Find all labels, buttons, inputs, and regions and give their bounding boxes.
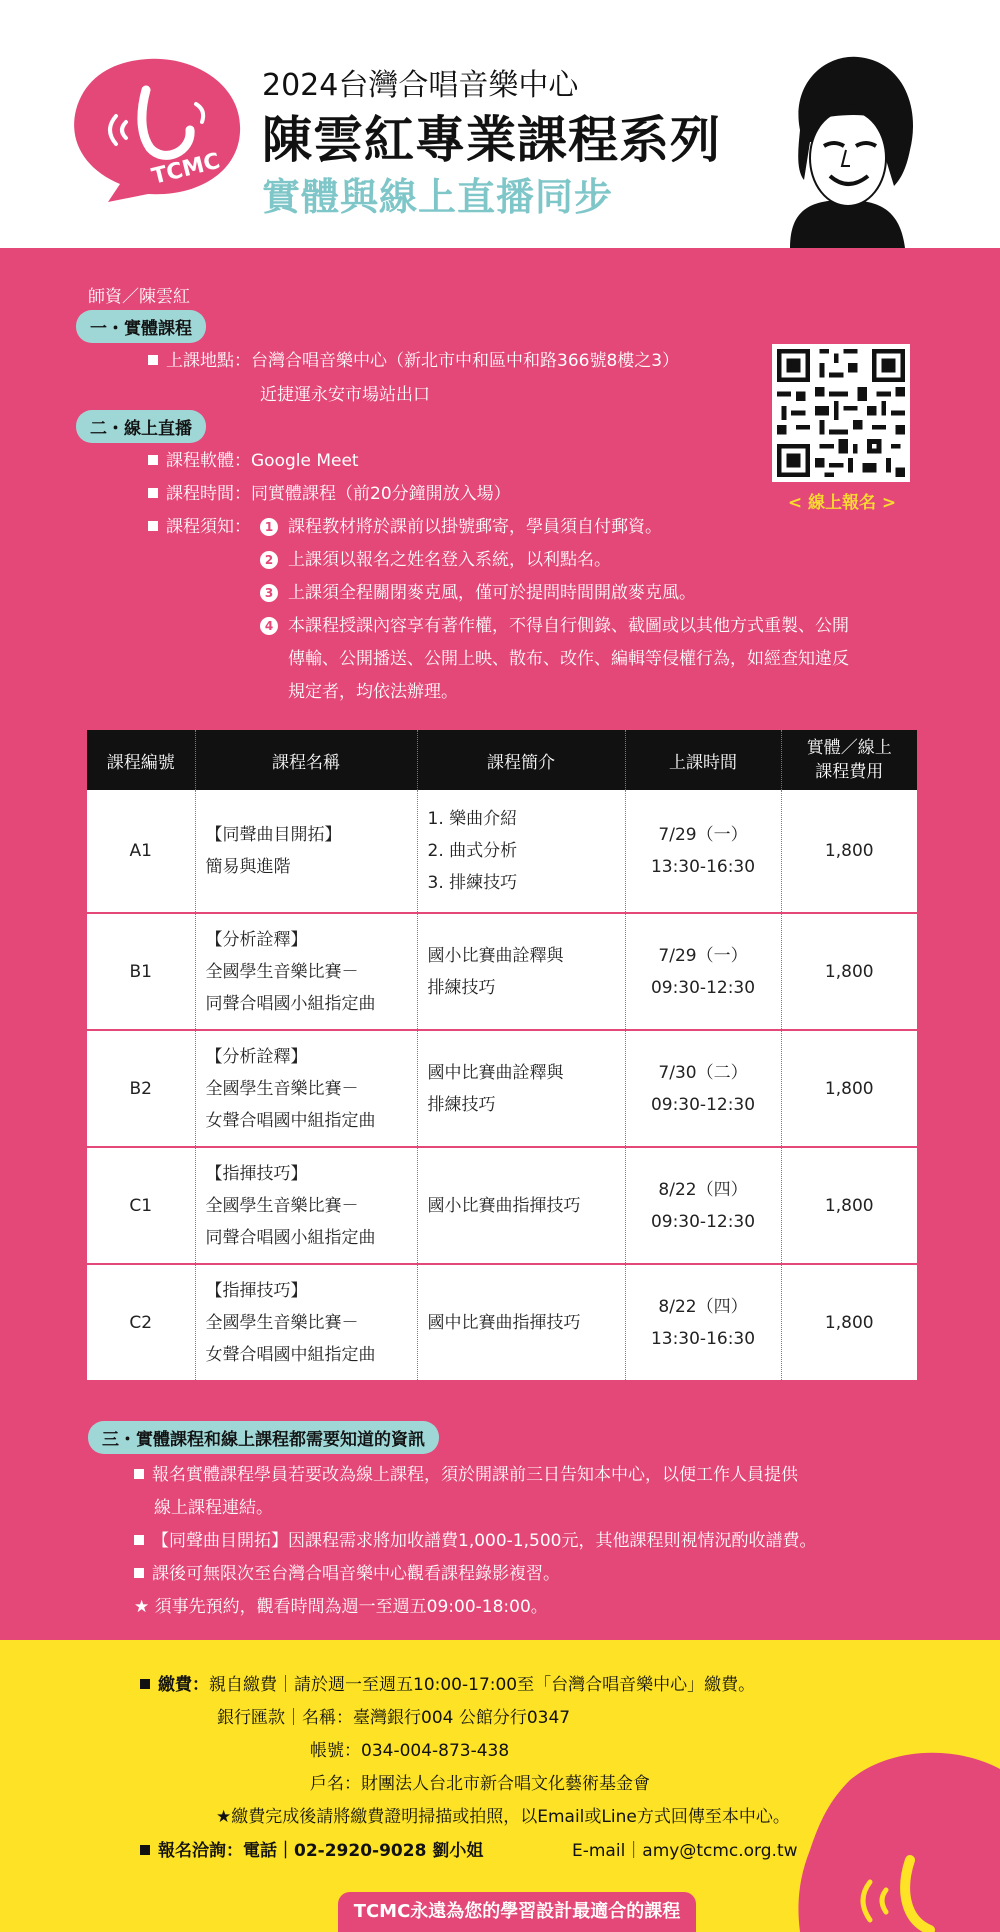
notice-4-cont1: 傳輸、公開播送、公開上映、散布、改作、編輯等侵權行為，如經查知違反: [288, 649, 849, 669]
info-item-1-cont: 線上課程連結。: [154, 1498, 273, 1518]
teacher-portrait: [770, 50, 920, 248]
payment-line2: 銀行匯款｜名稱：臺灣銀行004 公館分行0347: [217, 1708, 571, 1728]
bullet-square-icon: [148, 488, 158, 498]
contact-line: 報名洽詢：電話｜02-2920-9028 劉小姐: [140, 1836, 483, 1861]
contact-email[interactable]: E-mail｜amy@tcmc.org.tw: [572, 1841, 798, 1861]
payment-line4: 戶名：財團法人台北市新合唱文化藝術基金會: [310, 1774, 650, 1794]
software-line: 課程軟體：Google Meet: [148, 446, 359, 471]
table-row: [87, 1147, 917, 1264]
table-row: [87, 790, 917, 913]
location-line1: 上課地點：台灣合唱音樂中心（新北市中和區中和路366號8樓之3）: [148, 346, 679, 371]
decorative-wave-icon: [790, 1740, 1000, 1932]
time-line: 課程時間：同實體課程（前20分鐘開放入場）: [148, 479, 511, 504]
payment-line3: 帳號：034-004-873-438: [310, 1741, 510, 1761]
table-row: [87, 1264, 917, 1380]
notice-label: 課程須知：: [148, 512, 251, 537]
course-schedule: 7/29（一） 13:30-16:30: [625, 790, 781, 913]
course-schedule: 7/30（二） 09:30-12:30: [625, 1030, 781, 1147]
course-code: A1: [87, 790, 195, 913]
bullet-square-icon: [134, 1535, 144, 1545]
tcmc-logo: [68, 52, 248, 202]
bullet-square-icon: [148, 455, 158, 465]
course-name: 【同聲曲目開拓】 簡易與進階: [195, 790, 417, 913]
section2-label: 二・線上直播: [76, 410, 206, 443]
course-table: [87, 730, 917, 1380]
course-intro: 1. 樂曲介紹 2. 曲式分析 3. 排練技巧: [417, 790, 625, 913]
bullet-square-icon: [140, 1679, 150, 1689]
course-intro: 國中比賽曲指揮技巧: [417, 1264, 625, 1380]
teacher-label: 師資／陳雲紅: [88, 287, 190, 307]
notice-1: 1 課程教材將於課前以掛號郵寄，學員須自付郵資。: [260, 512, 662, 537]
header: [0, 0, 1000, 248]
online-signup-label[interactable]: < 線上報名 >: [787, 493, 897, 513]
course-fee: 1,800: [781, 1264, 917, 1380]
table-header-row: [87, 730, 917, 790]
bullet-square-icon: [134, 1469, 144, 1479]
section1-label: 一・實體課程: [76, 310, 206, 343]
number-1-icon: 1: [260, 518, 278, 536]
header-time: 上課時間: [625, 730, 781, 790]
bullet-square-icon: [134, 1568, 144, 1578]
course-schedule: 7/29（一） 09:30-12:30: [625, 913, 781, 1030]
course-name: 【分析詮釋】 全國學生音樂比賽－ 同聲合唱國小組指定曲: [195, 913, 417, 1030]
course-fee: 1,800: [781, 1030, 917, 1147]
section3-label: 三・實體課程和線上課程都需要知道的資訊: [88, 1421, 439, 1454]
bullet-square-icon: [140, 1845, 150, 1855]
course-name: 【指揮技巧】 全國學生音樂比賽－ 女聲合唱國中組指定曲: [195, 1264, 417, 1380]
course-schedule: 8/22（四） 09:30-12:30: [625, 1147, 781, 1264]
header-fee: 實體／線上 課程費用: [781, 730, 917, 790]
payment-line1: 繳費：親自繳費｜請於週一至週五10:00-17:00至「台灣合唱音樂中心」繳費。: [140, 1670, 755, 1695]
course-name: 【分析詮釋】 全國學生音樂比賽－ 女聲合唱國中組指定曲: [195, 1030, 417, 1147]
notice-3: 3 上課須全程關閉麥克風，僅可於提問時間開啟麥克風。: [260, 578, 696, 603]
course-code: B2: [87, 1030, 195, 1147]
header-tagline: 實體與線上直播同步: [262, 175, 614, 219]
info-item-3: 課後可無限次至台灣合唱音樂中心觀看課程錄影複習。: [134, 1559, 560, 1584]
course-code: C1: [87, 1147, 195, 1264]
course-schedule: 8/22（四） 13:30-16:30: [625, 1264, 781, 1380]
info-item-4: ★ 須事先預約，觀看時間為週一至週五09:00-18:00。: [134, 1597, 548, 1617]
number-2-icon: 2: [260, 551, 278, 569]
course-code: B1: [87, 913, 195, 1030]
header-intro: 課程簡介: [417, 730, 625, 790]
svg-text:TCMC: TCMC: [149, 148, 223, 190]
header-name: 課程名稱: [195, 730, 417, 790]
course-intro: 國中比賽曲詮釋與 排練技巧: [417, 1030, 625, 1147]
header-code: 課程編號: [87, 730, 195, 790]
course-intro: 國小比賽曲指揮技巧: [417, 1147, 625, 1264]
notice-2: 2 上課須以報名之姓名登入系統，以利點名。: [260, 545, 611, 570]
bullet-square-icon: [148, 355, 158, 365]
footer-tagline: TCMC永遠為您的學習設計最適合的課程: [338, 1892, 696, 1932]
course-fee: 1,800: [781, 790, 917, 913]
course-fee: 1,800: [781, 913, 917, 1030]
location-line2: 近捷運永安市場站出口: [260, 385, 430, 405]
info-item-2: 【同聲曲目開拓】因課程需求將加收譜費1,000-1,500元，其他課程則視情況酌收譜費。: [134, 1526, 816, 1551]
notice-4-cont2: 規定者，均依法辦理。: [288, 682, 458, 702]
course-intro: 國小比賽曲詮釋與 排練技巧: [417, 913, 625, 1030]
number-4-icon: 4: [260, 617, 278, 635]
bullet-square-icon: [148, 521, 158, 531]
course-name: 【指揮技巧】 全國學生音樂比賽－ 同聲合唱國小組指定曲: [195, 1147, 417, 1264]
info-item-1: 報名實體課程學員若要改為線上課程，須於開課前三日告知本中心，以便工作人員提供: [134, 1460, 798, 1485]
course-fee: 1,800: [781, 1147, 917, 1264]
course-code: C2: [87, 1264, 195, 1380]
table-row: [87, 913, 917, 1030]
qr-code-icon[interactable]: [772, 344, 910, 482]
number-3-icon: 3: [260, 584, 278, 602]
header-title: 陳雲紅專業課程系列: [262, 111, 721, 169]
table-row: [87, 1030, 917, 1147]
header-subtitle: 2024台灣合唱音樂中心: [262, 68, 579, 103]
payment-line5: ★繳費完成後請將繳費證明掃描或拍照，以Email或Line方式回傳至本中心。: [216, 1807, 790, 1827]
notice-4: 4 本課程授課內容享有著作權，不得自行側錄、截圖或以其他方式重製、公開: [260, 611, 849, 636]
